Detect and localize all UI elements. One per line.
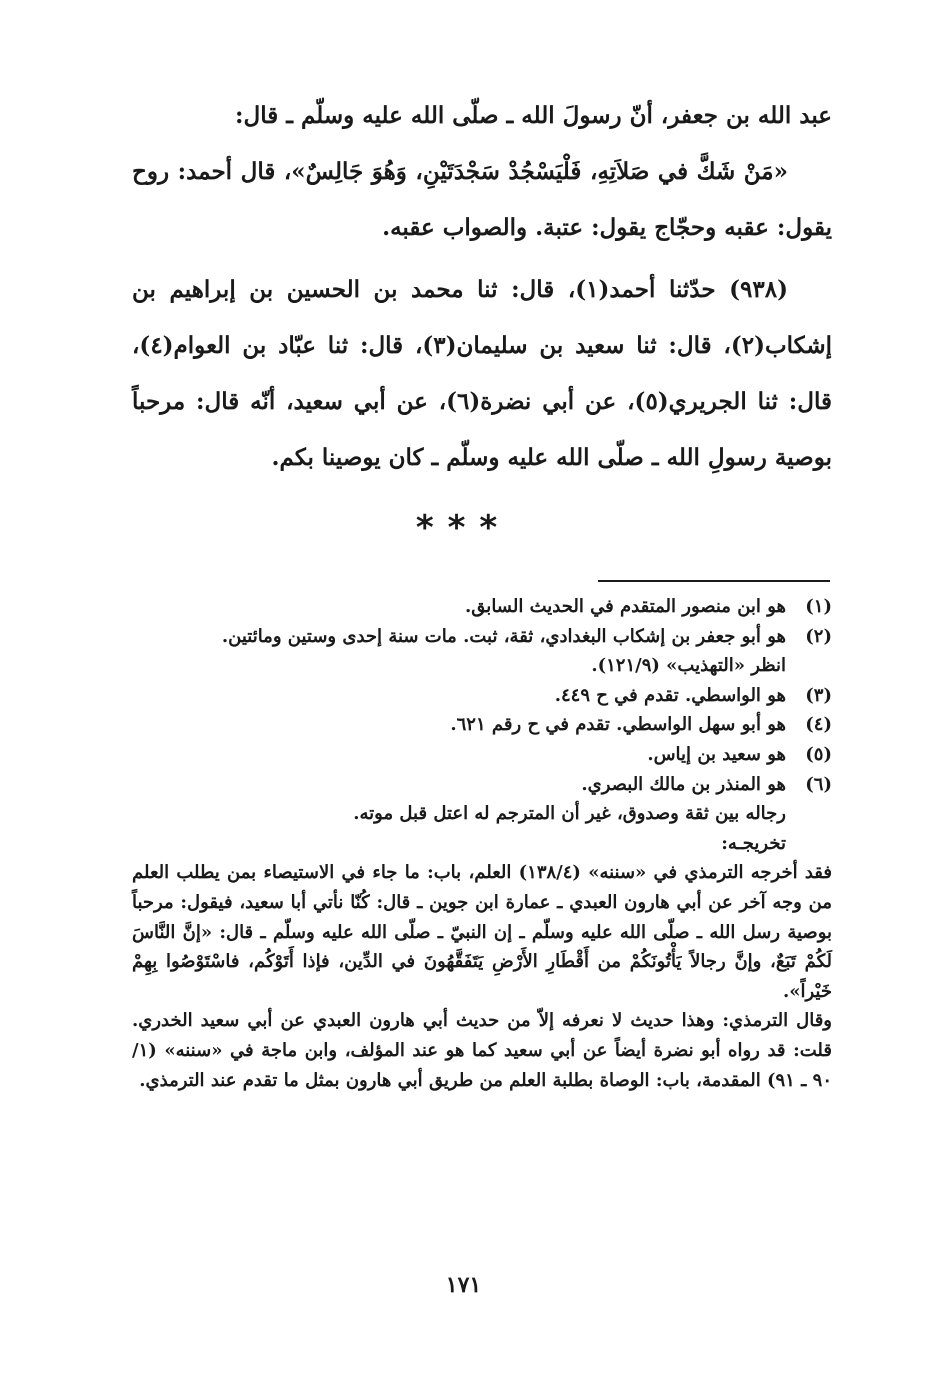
paragraph-intro: عبد الله بن جعفر، أنّ رسولَ الله ـ صلّى الله عليه وسلّم ـ قال:	[235, 102, 832, 129]
footnote-number: (١)	[805, 596, 832, 617]
footnote-text: هو أبو سهل الواسطي. تقدم في ح رقم ٦٢١.	[450, 714, 786, 736]
paragraph-938: (٩٣٨) حدّثنا أحمد(١)، قال: ثنا محمد بن الحسين بن إبراهيم بن إشكاب(٢)، قال: ثنا سعيد بن سليمان(٣)، قال: ثنا عبّاد بن العوام(٤)، قال: ثنا الجريري(٥)، عن أبي نضرة(٦)، عن أبي سعيد، أنّه قال: مرحباً بوصية رسولِ الله ـ صلّى الله عليه وسلّم ـ كان يوصينا بكم.	[132, 276, 832, 471]
main-text	[132, 88, 832, 486]
footnote-text: هو الواسطي. تقدم في ح ٤٤٩.	[554, 684, 786, 706]
paragraph-hadith: «مَنْ شَكَّ في صَلاَتِهِ، فَلْيَسْجُدْ سَجْدَتَيْنِ، وَهُوَ جَالِسٌ»، قال أحمد: روح يقول: عقبه وحجّاج يقول: عتبة. والصواب عقبه.	[132, 158, 832, 241]
section-separator: ***	[415, 508, 512, 548]
footnote-2	[132, 622, 832, 652]
footnote-text: هو سعيد بن إياس.	[647, 743, 786, 765]
takhrij-paragraph-1: فقد أخرجه الترمذي في «سننه» (١٣٨/٤) العلم، باب: ما جاء في الاستيصاء بمن يطلب العلم من وجه آخر عن أبي هارون العبدي ـ عمارة ابن جوين ـ قال: كُنّا نأتي أبا سعيد، فيقول: مرحباً بوصية رسل الله ـ صلّى الله عليه وسلّم ـ إن النبيّ ـ صلّى الله عليه وسلّم ـ قال: «إنَّ النَّاسَ لَكُمْ تَبَعٌ، وإنَّ رجالاً يَأْتُونَكُمْ من أَقْطَارِ الأَرْضِ يَتَفَقَّهُونَ في الدِّين، فإذا أَتَوْكُم، فاسْتَوْصُوا بِهِمْ خَيْراً».	[132, 862, 832, 1002]
footnote-4	[132, 710, 832, 740]
footnote-2-continuation: انظر «التهذيب» (١٢١/٩).	[591, 655, 786, 677]
footnotes	[132, 592, 832, 1095]
footnote-1	[132, 592, 832, 622]
rijal-note: رجاله بين ثقة وصدوق، غير أن المترجم له اعتل قبل موته.	[353, 803, 786, 825]
takhrij-paragraph-2: وقال الترمذي: وهذا حديث لا نعرفه إلاّ من حديث أبي هارون العبدي عن أبي سعيد الخدري. قلت: قد رواه أبو نضرة أيضاً عن أبي سعيد كما هو عند المؤلف، وابن ماجة في «سننه» (١/ ٩٠ ـ ٩١) المقدمة، باب: الوصاة بطلبة العلم من طريق أبي هارون بمثل ما تقدم عند الترمذي.	[132, 1010, 832, 1091]
footnote-3	[132, 681, 832, 711]
footnote-text: هو ابن منصور المتقدم في الحديث السابق.	[465, 596, 786, 617]
footnote-text: هو المنذر بن مالك البصري.	[581, 773, 786, 795]
footnote-rule	[598, 580, 830, 582]
footnote-number: (٢)	[805, 625, 832, 647]
footnote-5	[132, 740, 832, 770]
footnote-6	[132, 770, 832, 800]
footnote-number: (٦)	[805, 773, 832, 795]
footnote-number: (٥)	[805, 743, 832, 765]
footnote-number: (٣)	[805, 684, 832, 706]
page-number: ١٧١	[445, 1272, 482, 1298]
footnote-number: (٤)	[805, 714, 832, 736]
footnote-text: هو أبو جعفر بن إشكاب البغدادي، ثقة، ثبت. مات سنة إحدى وستين ومائتين.	[221, 625, 786, 647]
takhrij-heading: تخريجـه:	[721, 832, 786, 854]
